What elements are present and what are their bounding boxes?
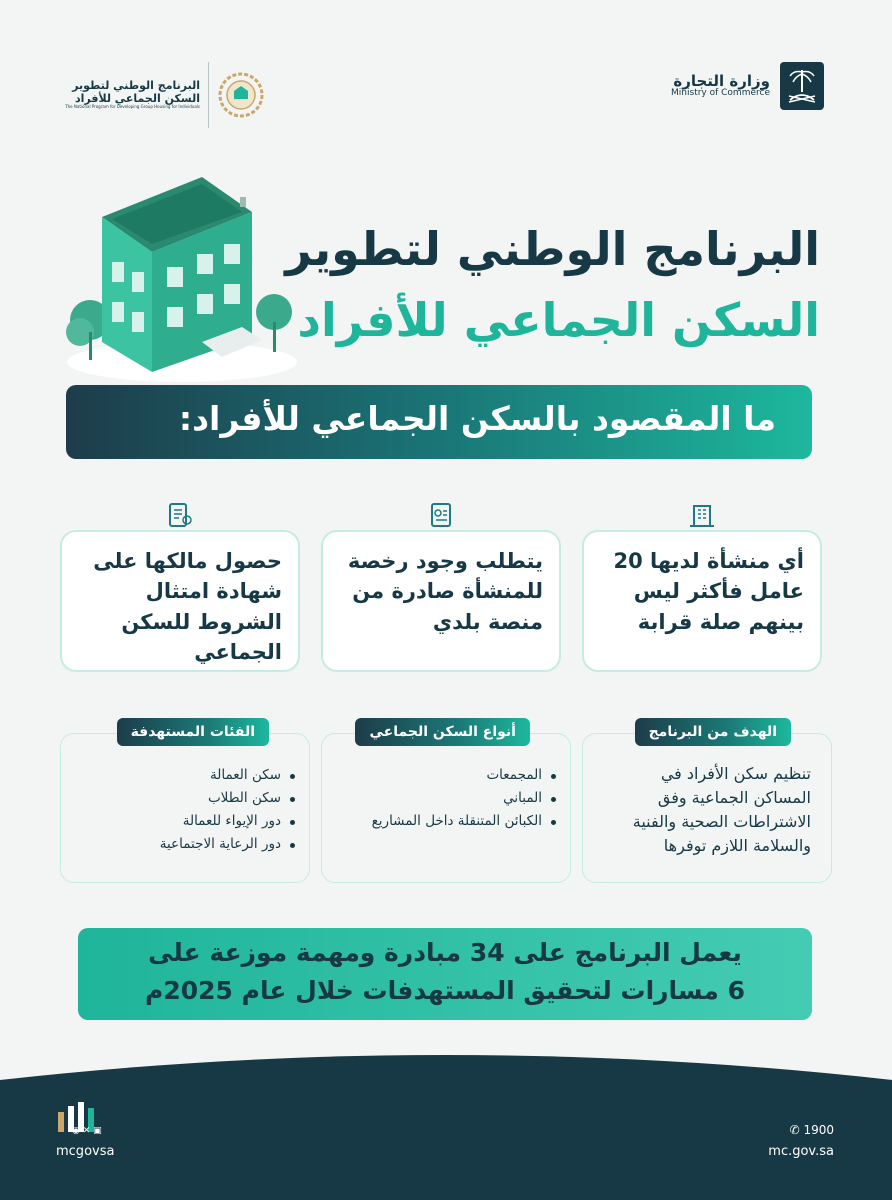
list-item: المجمعات bbox=[330, 764, 556, 787]
program-goal-label: الهدف من البرنامج bbox=[635, 718, 791, 746]
building-icon bbox=[687, 500, 717, 530]
ministry-name-ar: وزارة التجارة bbox=[673, 71, 770, 90]
footer-wave bbox=[0, 1040, 892, 1100]
definition-card-certificate bbox=[60, 530, 300, 672]
ministry-logo bbox=[671, 62, 824, 110]
list-item: سكن العمالة bbox=[69, 764, 295, 787]
program-name-en: The National Program for Developing Group Housing for Individuals bbox=[65, 104, 200, 110]
housing-types-list bbox=[330, 764, 556, 833]
website-link[interactable]: mc.gov.sa bbox=[768, 1144, 834, 1159]
social-handle[interactable]: mcgovsa bbox=[56, 1144, 115, 1159]
phone-number-text: 1900 bbox=[803, 1123, 834, 1137]
license-icon bbox=[426, 500, 456, 530]
program-logo bbox=[64, 62, 265, 128]
list-item: سكن الطلاب bbox=[69, 787, 295, 810]
list-item: المباني bbox=[330, 787, 556, 810]
list-item: الكبائن المتنقلة داخل المشاريع bbox=[330, 810, 556, 833]
apartment-building-illustration bbox=[62, 172, 302, 382]
initiatives-line1: يعمل البرنامج على 34 مبادرة ومهمة موزعة على bbox=[148, 938, 742, 967]
target-groups-list bbox=[69, 764, 295, 856]
definition-banner-text: ما المقصود بالسكن الجماعي للأفراد: bbox=[178, 399, 776, 438]
initiatives-line2: 6 مسارات لتحقيق المستهدفات خلال عام 2025م bbox=[145, 976, 745, 1005]
program-seal-icon bbox=[217, 71, 265, 119]
main-title-line1: البرنامج الوطني لتطوير bbox=[285, 222, 820, 276]
housing-types-box bbox=[321, 724, 571, 883]
phone-number[interactable] bbox=[790, 1123, 834, 1137]
program-goal-text: تنظيم سكن الأفراد في المساكن الجماعية وفق الاشتراطات الصحية والفنية والسلامة اللازم توفرها bbox=[632, 764, 811, 855]
target-groups-label: الفئات المستهدفة bbox=[117, 718, 269, 746]
program-name-ar-line2: السكن الجماعي للأفراد bbox=[75, 91, 200, 105]
main-title-line2: السكن الجماعي للأفراد bbox=[297, 293, 820, 347]
certificate-icon bbox=[165, 500, 195, 530]
palm-swords-emblem-icon bbox=[780, 62, 824, 110]
definition-card-license bbox=[321, 530, 561, 672]
ministry-name-en: Ministry of Commerce bbox=[671, 88, 770, 99]
social-icons[interactable]: ◉ ✕ ▣ bbox=[72, 1126, 102, 1136]
initiatives-banner bbox=[78, 928, 812, 1020]
definition-banner bbox=[66, 385, 812, 459]
program-goal-box bbox=[582, 724, 832, 883]
list-item: دور الرعاية الاجتماعية bbox=[69, 833, 295, 856]
logo-divider bbox=[208, 62, 209, 128]
definition-card-workers bbox=[582, 530, 822, 672]
footer bbox=[0, 1080, 892, 1200]
program-name-ar-line1: البرنامج الوطني لتطوير bbox=[72, 79, 200, 93]
definition-card-text: حصول مالكها على شهادة امتثال الشروط للسكن الجماعي bbox=[93, 549, 282, 665]
definition-card-text: يتطلب وجود رخصة للمنشأة صادرة من منصة بلدي bbox=[347, 549, 543, 634]
definition-card-text: أي منشأة لديها 20 عامل فأكثر ليس بينهم صلة قرابة bbox=[613, 549, 804, 634]
list-item: دور الإيواء للعمالة bbox=[69, 810, 295, 833]
phone-icon: ✆ bbox=[789, 1123, 804, 1137]
target-groups-box bbox=[60, 724, 310, 883]
housing-types-label: أنواع السكن الجماعي bbox=[355, 718, 530, 746]
